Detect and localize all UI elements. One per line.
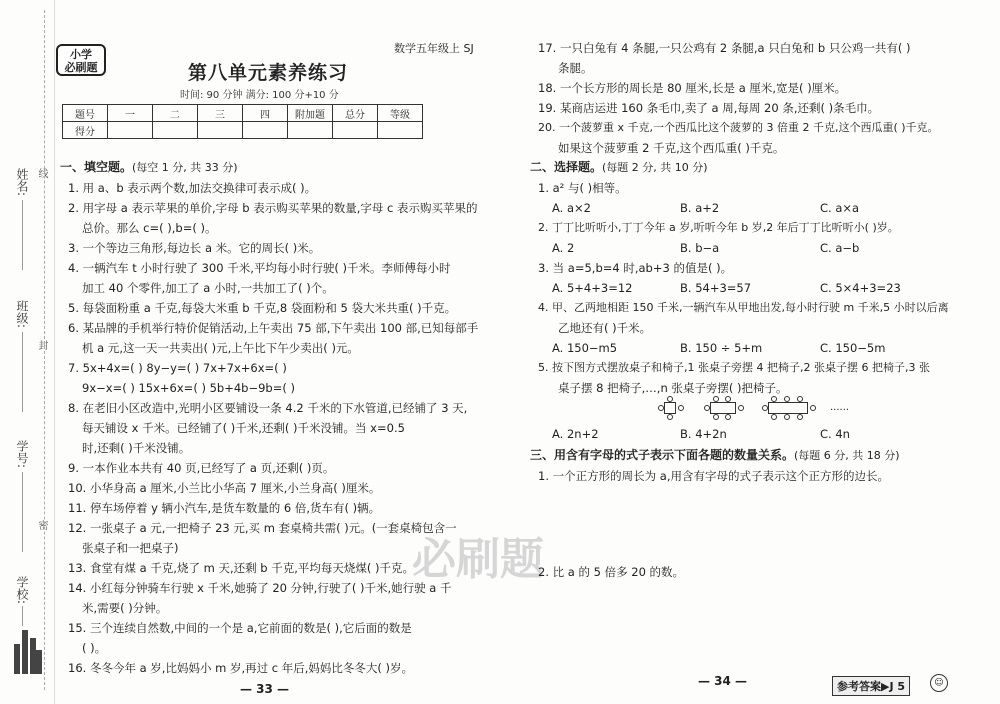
chair-dot [738,405,744,411]
score-table [62,104,423,139]
choice-3-option-b[interactable]: B. 54+3=57 [680,281,752,295]
section-1-heading: 一、填空题。(每空 1 分, 共 33 分) [60,160,238,174]
question-4: 4. 一辆汽车 t 小时行驶了 300 千米,平均每小时行驶( )千米。李师傅每小时 [68,261,451,275]
seal-mark-feng: 封 [36,340,47,350]
brand-logo: 小学 必刷题 [56,44,106,76]
exam-meta: 时间: 90 分钟 满分: 100 分+10 分 [180,90,339,101]
score-cell: 四 [243,105,288,122]
question-9: 9. 一本作业本共有 40 页,已经写了 a 页,还剩( )页。 [68,461,335,475]
question-7-cont: 9x−x=( ) 15x+6x=( ) 5b+4b−9b=( ) [82,381,295,395]
watermark-stamp: 必刷题 [412,534,544,585]
table-chair-diagram [660,396,850,418]
seal-dashed-line [44,10,45,690]
score-cell: 等级 [378,105,423,122]
page-number-left: — 33 — [240,682,290,696]
answer-reference-badge[interactable]: 参考答案▶J 5 [832,676,910,696]
score-entry-cell[interactable] [288,122,333,139]
question-15: 15. 三个连续自然数,中间的一个是 a,它前面的数是( ),它后面的数是 [68,621,412,635]
page-title: 第八单元素养练习 [188,62,349,84]
choice-1-option-a[interactable]: A. a×2 [552,201,591,215]
question-7: 7. 5x+4x=( ) 8y−y=( ) 7x+7x+6x=( ) [68,361,287,375]
choice-question-1: 1. a² 与( )相等。 [538,181,627,195]
choice-2-option-a[interactable]: A. 2 [552,241,575,255]
chair-dot [784,396,790,402]
score-table-header-row [63,105,423,122]
score-cell: 二 [153,105,198,122]
expression-question-1: 1. 一个正方形的周长为 a,用含有字母的式子表示这个正方形的边长。 [538,469,889,483]
score-entry-cell[interactable] [198,122,243,139]
seal-mark-line: 线 [36,168,47,178]
choice-question-4-cont: 乙地还有( )千米。 [558,321,652,335]
choice-2-option-c[interactable]: C. a−b [820,241,860,255]
choice-question-5-cont: 桌子摆 8 把椅子,…,n 张桌子旁摆( )把椅子。 [558,381,788,395]
choice-question-3: 3. 当 a=5,b=4 时,ab+3 的值是( )。 [538,261,733,275]
question-12-cont: 张桌子和一把桌子) [82,541,179,555]
score-cell: 三 [198,105,243,122]
question-14-cont: 米,需要( )分钟。 [82,601,168,615]
question-16: 16. 冬冬今年 a 岁,比妈妈小 m 岁,再过 c 年后,妈妈比冬冬大( )岁。 [68,661,414,675]
choice-4-option-c[interactable]: C. 150−5m [820,341,886,355]
choice-2-option-b[interactable]: B. b−a [680,241,720,255]
question-15-cont: ( )。 [82,641,107,655]
question-13: 13. 食堂有煤 a 千克,烧了 m 天,还剩 b 千克,平均每天烧煤( )千克。 [68,561,415,575]
chair-dot [713,396,719,402]
school-label: 学校: [15,576,29,605]
question-2-cont: 总价。那么 c=( ),b=( )。 [82,221,217,235]
question-14: 14. 小红每分钟骑车行驶 x 千米,她骑了 20 分钟,行驶了( )千米,她行驶 a 千 [68,581,452,595]
chair-dot [771,396,777,402]
chair-dot [725,414,731,420]
choice-5-option-b[interactable]: B. 4+2n [680,427,727,441]
chair-dot [762,405,768,411]
question-8-cont2: 时,还剩( )千米没铺。 [82,441,191,455]
chair-dot [678,405,684,411]
building-decoration-icon [14,630,42,674]
chair-dot [771,414,777,420]
section-2-heading: 二、选择题。(每题 2 分, 共 10 分) [530,160,708,174]
chair-dot [667,396,673,402]
choice-4-option-a[interactable]: A. 150−m5 [552,341,618,355]
choice-3-option-a[interactable]: A. 5+4+3=12 [552,281,633,295]
question-20: 20. 一个菠萝重 x 千克,一个西瓜比这个菠萝的 3 倍重 2 千克,这个西瓜重( )千克。 [538,121,939,134]
choice-5-option-c[interactable]: C. 4n [820,427,850,441]
chair-dot [810,405,816,411]
chair-dot [784,414,790,420]
page-number-right: — 34 — [698,674,748,688]
choice-question-5: 5. 按下图方式摆放桌子和椅子,1 张桌子旁摆 4 把椅子,2 张桌子摆 6 把椅子,3 张 [538,361,930,374]
question-6: 6. 某品牌的手机举行特价促销活动,上午卖出 75 部,下午卖出 100 部,已知每部手 [68,321,479,335]
class-label: 班级: [15,300,29,329]
choice-question-4: 4. 甲、乙两地相距 150 千米,一辆汽车从甲地出发,每小时行驶 m 千米,5 小时以后离 [538,301,949,314]
score-cell: 总分 [333,105,378,122]
question-12: 12. 一张桌子 a 元,一把椅子 23 元,买 m 套桌椅共需( )元。(一套桌椅包含一 [68,521,457,535]
choice-1-option-c[interactable]: C. a×a [820,201,860,215]
mascot-icon: ☺ [930,674,948,692]
question-8-cont: 每天铺设 x 千米。已经铺了( )千米,还剩( )千米没铺。当 x=0.5 [82,421,405,435]
question-10: 10. 小华身高 a 厘米,小兰比小华高 7 厘米,小兰身高( )厘米。 [68,481,381,495]
score-entry-cell[interactable] [108,122,153,139]
chair-dot [797,414,803,420]
choice-1-option-b[interactable]: B. a+2 [680,201,720,215]
score-cell: 得分 [63,122,108,139]
score-entry-cell[interactable] [243,122,288,139]
chair-dot [725,396,731,402]
question-1: 1. 用 a、b 表示两个数,加法交换律可表示成( )。 [68,181,317,195]
section-3-heading: 三、用含有字母的式子表示下面各题的数量关系。(每题 6 分, 共 18 分) [530,448,900,462]
table-shape-1 [664,402,676,414]
question-17: 17. 一只白兔有 4 条腿,一只公鸡有 2 条腿,a 只白兔和 b 只公鸡一共有( ) [538,41,911,55]
question-11: 11. 停车场停着 y 辆小汽车,是货车数量的 6 倍,货车有( )辆。 [68,501,381,515]
choice-5-option-a[interactable]: A. 2n+2 [552,427,599,441]
score-table-score-row [63,122,423,139]
question-4-cont: 加工 40 个零件,加工了 a 小时,一共加工了( )个。 [82,281,334,295]
score-cell: 一 [108,105,153,122]
question-6-cont: 机 a 元,这一天一共卖出( )元,上午比下午少卖出( )元。 [82,341,359,355]
question-3: 3. 一个等边三角形,每边长 a 米。它的周长( )米。 [68,241,321,255]
chair-dot [667,414,673,420]
table-shape-2 [710,402,736,414]
score-entry-cell[interactable] [378,122,423,139]
question-20-cont: 如果这个菠萝重 2 千克,这个西瓜重( )千克。 [558,141,785,155]
chair-dot [658,405,664,411]
score-cell: 题号 [63,105,108,122]
question-17-cont: 条腿。 [558,61,593,75]
name-label: 姓名: [15,168,29,197]
choice-question-2: 2. 丁丁比听听小,丁丁今年 a 岁,听听今年 b 岁,2 年后丁丁比听听小( )岁。 [538,221,899,234]
score-cell: 附加题 [288,105,333,122]
subject-label: 数学五年级上 SJ [394,42,474,55]
chair-dot [704,405,710,411]
student-id-line [22,472,23,552]
binding-gutter [0,0,55,704]
expression-question-2: 2. 比 a 的 5 倍多 20 的数。 [538,565,685,579]
table-shape-3 [768,402,808,414]
right-page [530,0,970,704]
question-18: 18. 一个长方形的周长是 80 厘米,长是 a 厘米,宽是( )厘米。 [538,81,847,95]
seal-mark-mi: 密 [36,520,47,530]
name-line [22,200,23,270]
choice-3-option-c[interactable]: C. 5×4+3=23 [820,281,901,295]
choice-4-option-b[interactable]: B. 150 ÷ 5+m [680,341,763,355]
ellipsis: ...... [830,402,850,413]
question-8: 8. 在老旧小区改造中,光明小区要铺设一条 4.2 千米的下水管道,已经铺了 3 天, [68,401,468,415]
score-entry-cell[interactable] [153,122,198,139]
question-19: 19. 某商店运进 160 条毛巾,卖了 a 周,每周 20 条,还剩( )条毛巾。 [538,101,880,115]
chair-dot [797,396,803,402]
question-5: 5. 每袋面粉重 a 千克,每袋大米重 b 千克,8 袋面粉和 5 袋大米共重( )千克。 [68,301,457,315]
chair-dot [713,414,719,420]
school-line [22,606,23,626]
student-id-label: 学号: [15,440,29,469]
class-line [22,332,23,412]
question-2: 2. 用字母 a 表示苹果的单价,字母 b 表示购买苹果的数量,字母 c 表示购买苹果的 [68,201,478,215]
score-entry-cell[interactable] [333,122,378,139]
